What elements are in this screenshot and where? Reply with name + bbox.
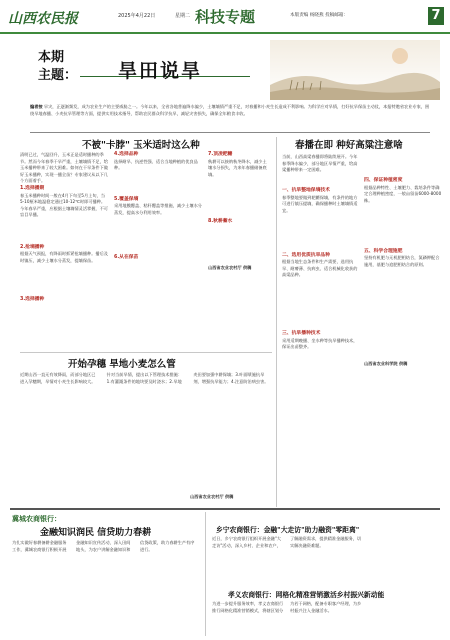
bottom-left-body: 为扎实做好春耕备耕金融服务工作，冀城农商银行积极开展金融知识宣传活动，深入田间地头，为农户讲解金融知识和信贷政策，助力春耕生产有序进行。: [12, 540, 195, 552]
bottom-left-title: 金融知识润民 信贷助力春耕: [40, 528, 152, 538]
article1-col1: [20, 152, 108, 348]
masthead-rule: [0, 32, 450, 34]
article1-body5: 采用地膜覆盖、秸秆覆盖等措施，减少土壤水分蒸发，提高水分利用效率。: [114, 203, 202, 215]
article2-body3: 根据当地生态条件和生产需要，选用抗旱、耐瘠薄、抗病虫、适合机械化收获的高粱品种。: [282, 259, 358, 277]
article1-body1: 清明已过，气温回升，玉米正是适时播种的季节。然而今年春季干旱严重，土壤墒情不足，给玉米播种带来了较大困难。如何在干旱条件下做好玉米播种，实现一播全苗？专家建议从以下几个方面着手。: [20, 152, 108, 183]
column-divider: [276, 137, 277, 507]
article2-s1-head: 一、抗旱整地保墒技术: [282, 188, 330, 193]
article3-author: 山西省农业农村厅 供稿: [190, 494, 234, 499]
article1-s3-head: 3.选择播种: [20, 297, 45, 302]
article2-author: 山西省农业科学院 供稿: [364, 361, 408, 366]
article1-col3: [208, 152, 270, 348]
editor-note-text: 旱灾，正逐渐频发，成为农业生产的主要威胁之一。今年以来，全省各地普遍降水偏少，土壤墒情严重不足，对春播和小麦生长造成不利影响。为科学应对旱情，打好抗旱保苗主动仗，本报特邀省农业专家，围绕旱地春播、小麦抗旱管理等方面，提供实用技术指导，帮助农民群众科学抗旱，减轻灾害损失，确保全年粮食丰收。: [30, 104, 430, 116]
page-number: 7: [428, 7, 444, 25]
article1-s2-head: 2.抢墒播种: [20, 244, 45, 250]
article1-s1-head: 1.选择播期: [20, 186, 45, 191]
article1-body4: 选择耐旱、抗逆性强、适合当地种植的优良品种。: [114, 158, 198, 170]
article1-body2: 春玉米播种时间一般在4月下旬至5月上旬，当5-10厘米地温稳定通过10-12℃时即可播种。今年春旱严重，应根据土壤墒情灵活掌握，不可盲目早播。: [20, 192, 108, 217]
article3-top-rule: [20, 352, 272, 353]
article1-body3: 根据天气预报，有降雨时抓紧抢墒播种。播后及时镇压，减少土壤水分蒸发，提墒保苗。: [20, 251, 108, 263]
article2-s2-head: 二、选用优质抗旱品种: [282, 252, 330, 258]
article1-s5-head: 5.覆盖保墒: [114, 196, 139, 202]
editor-line: 本版责编 杨晓燕 投稿邮箱：: [290, 13, 349, 18]
bottom-right: [210, 512, 442, 636]
editor-note: [30, 104, 430, 130]
article2-body5: 根据品种特性、土壤肥力、栽培条件等确定合理种植密度，一般亩留苗6000-8000株。: [364, 184, 442, 203]
bottom-column-divider: [205, 512, 206, 636]
article2-body6: 坚持有机肥与无机肥相结合，氮磷钾配合施用，基肥与追肥相结合的原则。: [364, 255, 440, 267]
article2-s3-head: 三、抗旱播种技术: [282, 331, 321, 336]
note-divider: [30, 132, 430, 133]
article2-body1: 当前，山西高粱春播即将陆续展开。今年春季降水偏少，部分地区旱情严重，给高粱播种带来一定困难。: [282, 154, 358, 172]
feature-banner: [0, 36, 450, 100]
feature-illustration: [270, 40, 440, 100]
article1-body6: 秋耕可以接纳秋冬降水，减少土壤水分损失，为来年春播储备底墒。: [208, 158, 267, 177]
bottom-kicker: 冀城农商银行：: [12, 515, 61, 523]
article3-body: 近期山西一直无有效降雨，而部分地区已进入孕穗期，旱情对小麦生长影响较大。针对当前旱情，提出以下管理技术措施：1.有灌溉条件的地块要及时浇水；2.旱地麦田要加强中耕保墒；3.叶面喷施抗旱剂，增强抗旱能力；4.注意防治病虫害。: [20, 372, 269, 384]
feature-label-top: 本期: [38, 50, 65, 65]
article2-col1: [282, 154, 360, 504]
feature-label-bottom: 主题：: [38, 68, 78, 83]
masthead-date: 2025年4月22日: [118, 13, 156, 19]
article1-col2: [114, 152, 202, 348]
article1-s6-head: 6.从在保苗: [114, 255, 139, 260]
article3-title: 开始孕穗 旱地小麦怎么管: [68, 359, 176, 370]
article2-body4: 采用适期晚播、坐水种等抗旱播种技术，保证出苗整齐。: [282, 337, 358, 349]
masthead: [0, 0, 450, 36]
article1-s7-head: 7.顶凌耙耱: [208, 152, 233, 157]
article2-s5-head: 五、科学合理施肥: [364, 248, 403, 254]
article2-title: 春播在即 种好高粱注意啥: [295, 140, 403, 151]
bottom-rule: [10, 508, 440, 510]
article1-s8-head: 8.秋耕蓄水: [208, 218, 233, 224]
feature-title: 旱田说旱: [118, 60, 203, 82]
bottom-right-title1: 乡宁农商银行：金融"大走访"助力融资"零距离": [216, 526, 360, 534]
article2-s4-head: 四、保证种植密度: [364, 178, 403, 183]
editor-note-label: 编者按: [30, 104, 43, 109]
article1-title: 不被"卡脖" 玉米适时这么种: [82, 140, 200, 151]
bottom-right-body1: 近日，乡宁农商银行组织开展金融"大走访"活动，深入乡村、企业和农户，了解融资需求，提供精准金融服务，切实解决融资难题。: [212, 536, 362, 548]
article2-col2: [364, 154, 442, 504]
masthead-logo: 山西农民报: [8, 11, 78, 27]
article2-body2: 春季整地要做到耙耱保墒，有条件的地方可进行镇压提墒，确保播种时土壤墒情适宜。: [282, 194, 358, 213]
masthead-day: 星期二: [175, 13, 191, 19]
bottom-right-title2: 孝义农商银行：网格化精准营销激活乡村振兴新动能: [228, 591, 385, 599]
section-title: 科技专题: [195, 8, 256, 26]
bottom-right-body2: 为进一步提升服务效率，孝义农商银行推行网格化精准营销模式，将辖区划分为若干网格，配备专职客户经理，为乡村振兴注入金融活水。: [212, 601, 362, 613]
bottom-left: [10, 512, 200, 636]
article1-s4-head: 4.选择品种: [114, 152, 139, 157]
article1-author: 山西省农业农村厅 供稿: [208, 265, 252, 270]
